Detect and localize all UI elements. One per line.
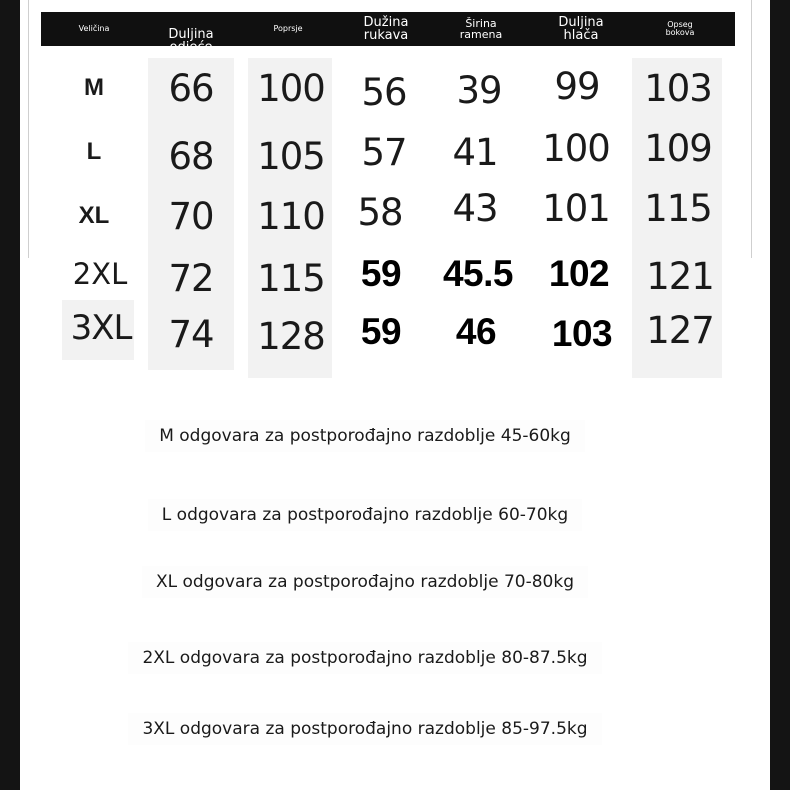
header-trouser-length: Duljina hlača: [558, 15, 604, 43]
size-label-m: M: [84, 74, 104, 101]
cell-m-bust: 100: [257, 66, 325, 110]
note-3xl: [0, 713, 730, 745]
cell-m-garment-length: 66: [168, 66, 214, 110]
header-size: Veličina: [78, 24, 110, 33]
size-label-3xl: 3XL: [70, 308, 132, 348]
cell-2xl-sleeve-length: 59: [360, 253, 402, 294]
cell-l-hip: 109: [644, 126, 712, 170]
cell-m-trouser-length: 99: [554, 64, 600, 108]
cell-l-shoulder-width: 41: [452, 130, 498, 174]
cell-l-bust: 105: [257, 134, 325, 178]
cell-xl-bust: 110: [257, 194, 325, 238]
cell-3xl-sleeve-length: 59: [360, 311, 402, 352]
note-xl-text: XL odgovara za postporođajno razdoblje 70-80kg: [142, 566, 588, 598]
note-l: [0, 499, 730, 531]
cell-xl-sleeve-length: 58: [357, 190, 403, 234]
size-label-xl: XL: [78, 202, 110, 229]
header-garment-length: Duljina odjeće: [168, 27, 214, 55]
cell-2xl-garment-length: 72: [168, 256, 214, 300]
note-2xl: [0, 642, 730, 674]
size-label-2xl: 2XL: [72, 257, 128, 291]
size-label-l: L: [86, 138, 102, 165]
note-l-text: L odgovara za postporođajno razdoblje 60-70kg: [148, 499, 582, 531]
header-shoulder-width: Širina ramena: [459, 17, 503, 41]
note-2xl-text: 2XL odgovara za postporođajno razdoblje 80-87.5kg: [128, 642, 601, 674]
cell-xl-hip: 115: [644, 186, 712, 230]
cell-2xl-trouser-length: 102: [548, 253, 610, 294]
cell-m-sleeve-length: 56: [361, 70, 407, 114]
cell-3xl-bust: 128: [257, 314, 325, 358]
cell-xl-trouser-length: 101: [542, 186, 610, 230]
cell-xl-shoulder-width: 43: [452, 186, 498, 230]
header-sleeve-length: Dužina rukava: [363, 15, 409, 43]
cell-2xl-shoulder-width: 45.5: [442, 253, 513, 294]
table-header-bar: [41, 12, 735, 55]
cell-l-trouser-length: 100: [542, 126, 610, 170]
header-hip-circumference: Opseg bokova: [665, 20, 695, 37]
note-m: [0, 420, 730, 452]
cell-m-hip: 103: [644, 66, 712, 110]
cell-3xl-shoulder-width: 46: [455, 311, 497, 352]
note-xl: [0, 566, 730, 598]
cell-2xl-bust: 115: [257, 256, 325, 300]
cell-xl-garment-length: 70: [168, 194, 214, 238]
note-m-text: M odgovara za postporođajno razdoblje 45-60kg: [145, 420, 585, 452]
cell-2xl-hip: 121: [646, 254, 714, 298]
note-3xl-text: 3XL odgovara za postporođajno razdoblje 85-97.5kg: [128, 713, 601, 745]
cell-m-shoulder-width: 39: [456, 68, 502, 112]
cell-3xl-hip: 127: [646, 308, 714, 352]
cell-l-garment-length: 68: [168, 134, 214, 178]
right-border-strip: [770, 0, 790, 790]
cell-3xl-trouser-length: 103: [551, 313, 613, 354]
cell-3xl-garment-length: 74: [168, 312, 214, 356]
header-bust: Poprsje: [273, 24, 303, 33]
cell-l-sleeve-length: 57: [361, 130, 407, 174]
